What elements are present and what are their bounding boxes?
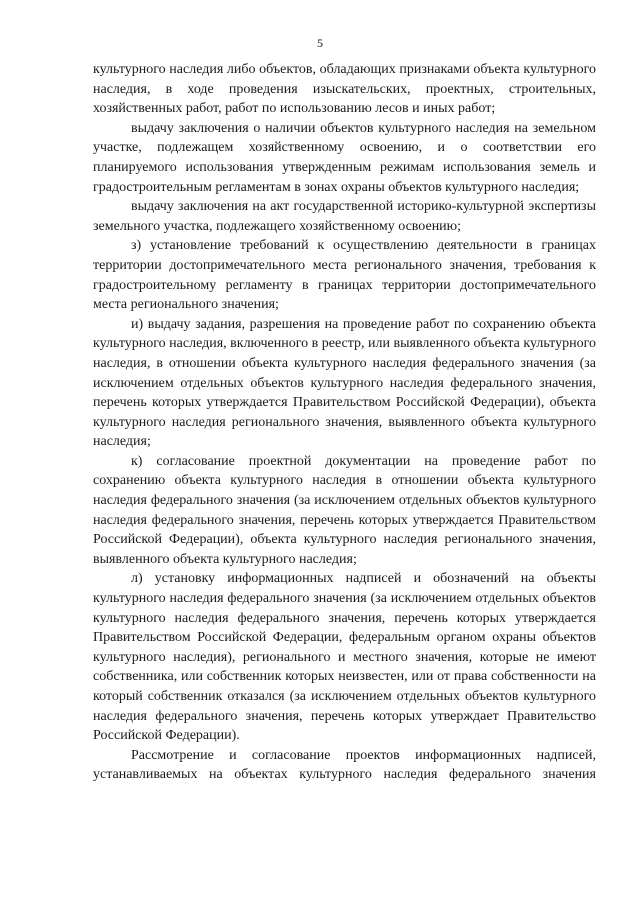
paragraph: выдачу заключения о наличии объектов культурного наследия на земельном участке, подлежащем хозяйственному освоению, и о соответствии его планируемого использования утвержденным режимам использования земель и градостроительным регламентам в зонах охраны объектов культурного наследия; — [93, 120, 596, 195]
paragraph: культурного наследия либо объектов, обладающих признаками объекта культурного наследия, в ходе проведения изыскательских, проектных, строительных, хозяйственных работ, работ по использованию лесов и иных работ; — [93, 62, 596, 117]
body-text — [93, 60, 596, 785]
paragraph: и) выдачу задания, разрешения на проведение работ по сохранению объекта культурного наследия, включенного в реестр, или выявленного объекта культурного наследия, в отношении объекта культурного наследия федерального значения (за исключением отдельных объектов культурного наследия федерального значения, перечень которых утверждается Правительством Российской Федерации), объекта культурного наследия регионального значения, выявленного объекта культурного наследия; — [93, 316, 596, 450]
page-number: 5 — [317, 36, 323, 50]
paragraph: к) согласование проектной документации на проведение работ по сохранению объекта культурного наследия в отношении объекта культурного наследия федерального значения (за исключением отдельных объектов культурного наследия федерального значения, перечень которых утверждается Правительством Российской Федерации), объекта культурного наследия регионального значения, выявленного объекта культурного наследия; — [93, 453, 596, 567]
paragraph: з) установление требований к осуществлению деятельности в границах территории достопримечательного места регионального значения, требования к градостроительному регламенту в границах территории достопримечательного места регионального значения; — [93, 238, 596, 313]
paragraph: л) установку информационных надписей и обозначений на объекты культурного наследия федерального значения (за исключением отдельных объектов культурного наследия федерального значения, перечень которых утверждается Правительством Российской Федерации, федеральным органом охраны объектов культурного наследия), регионального и местного значения, которые не имеют собственника, или собственник которых неизвестен, или от права собственности на который собственник отказался (за исключением отдельных объектов культурного наследия федерального значения, перечень которых утверждает Правительство Российской Федерации). — [93, 571, 596, 744]
paragraph: выдачу заключения на акт государственной историко-культурной экспертизы земельного участка, подлежащего хозяйственному освоению; — [93, 199, 596, 234]
paragraph: Рассмотрение и согласование проектов информационных надписей, устанавливаемых на объектах культурного наследия федерального значения — [93, 747, 596, 783]
